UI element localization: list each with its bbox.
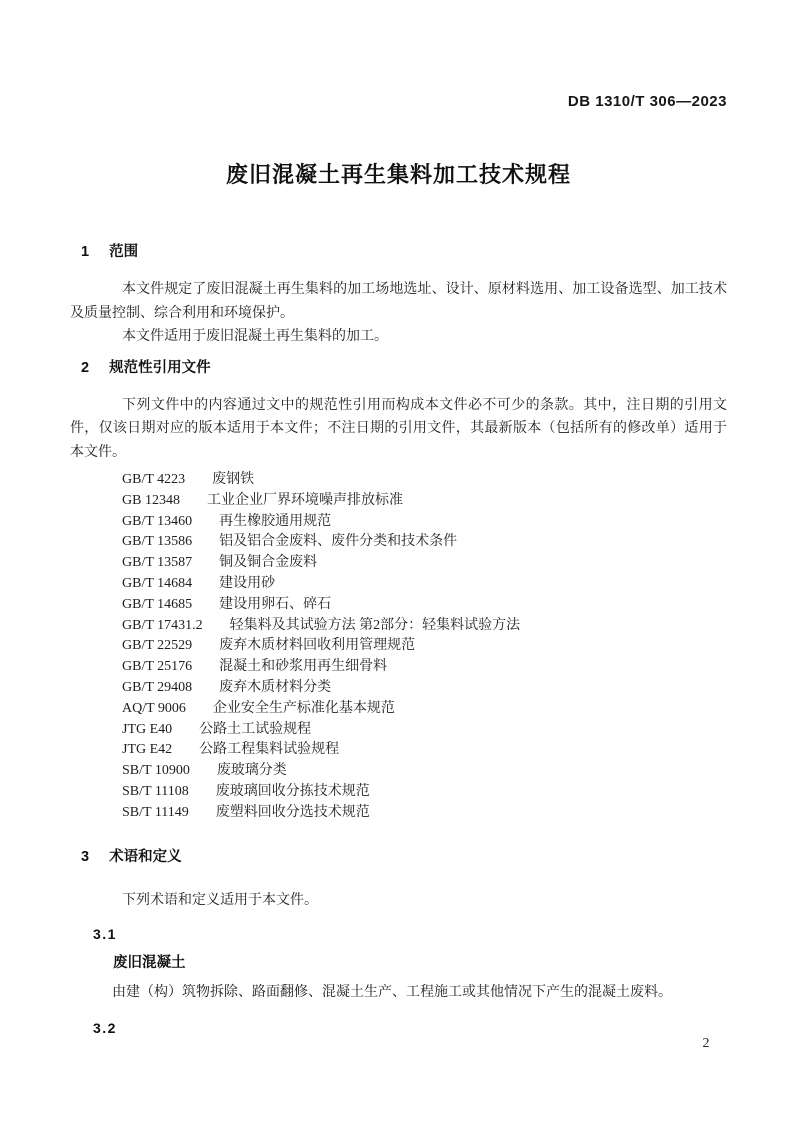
reference-name: 废玻璃回收分拣技术规范 bbox=[215, 783, 370, 799]
reference-code: JTG E42 bbox=[122, 742, 173, 758]
reference-name: 工业企业厂界环境噪声排放标准 bbox=[206, 492, 403, 508]
reference-code: GB/T 22529 bbox=[122, 638, 193, 654]
clause-2-title: 规范性引用文件 bbox=[109, 359, 211, 376]
reference-code: GB/T 13587 bbox=[122, 555, 193, 571]
clause-3-number: 3 bbox=[81, 848, 90, 865]
reference-name: 铜及铜合金废料 bbox=[219, 555, 318, 571]
term-3-1-number: 3.1 bbox=[93, 926, 117, 943]
reference-code: GB/T 29408 bbox=[122, 679, 193, 695]
reference-name: 废弃木质材料回收利用管理规范 bbox=[219, 638, 416, 654]
scope-paragraph-1: 本文件规定了废旧混凝土再生集料的加工场地选址、设计、原材料选用、加工设备选型、加工技术及质量控制、综合利用和环境保护。 bbox=[70, 282, 727, 321]
clause-2-number: 2 bbox=[81, 359, 90, 376]
term-3-1-name: 废旧混凝土 bbox=[113, 955, 186, 972]
reference-name: 再生橡胶通用规范 bbox=[219, 513, 332, 529]
reference-item bbox=[70, 761, 727, 782]
clause-1-number: 1 bbox=[81, 244, 90, 260]
document-title: 废旧混凝土再生集料加工技术规程 bbox=[225, 162, 571, 187]
reference-name: 建设用砂 bbox=[219, 575, 276, 591]
reference-item bbox=[70, 720, 727, 741]
reference-item bbox=[70, 595, 727, 616]
reference-name: 废塑料回收分选技术规范 bbox=[215, 804, 370, 820]
reference-name: 建设用卵石、碎石 bbox=[219, 596, 332, 612]
reference-name: 公路土工试验规程 bbox=[199, 721, 312, 737]
reference-code: GB/T 17431.2 bbox=[122, 617, 203, 633]
reference-name: 混凝土和砂浆用再生细骨料 bbox=[219, 659, 388, 675]
reference-name: 轻集料及其试验方法 第2部分：轻集料试验方法 bbox=[229, 617, 521, 633]
reference-name: 废玻璃分类 bbox=[216, 763, 287, 779]
page-number: 2 bbox=[702, 1036, 710, 1051]
references-intro: 下列文件中的内容通过文中的规范性引用而构成本文件必不可少的条款。其中，注日期的引用文件，仅该日期对应的版本适用于本文件；不注日期的引用文件，其最新版本（包括所有的修改单）适用于本文件。 bbox=[70, 397, 727, 460]
reference-code: GB/T 14684 bbox=[122, 575, 193, 591]
reference-code: SB/T 10900 bbox=[122, 763, 190, 779]
reference-item bbox=[70, 470, 727, 491]
reference-item bbox=[70, 740, 727, 761]
reference-item bbox=[70, 636, 727, 657]
reference-name: 公路工程集料试验规程 bbox=[199, 742, 340, 758]
clause-1-title: 范围 bbox=[109, 244, 139, 260]
clause-3-title: 术语和定义 bbox=[109, 848, 182, 865]
reference-code: GB 12348 bbox=[122, 492, 180, 508]
reference-item bbox=[70, 512, 727, 533]
reference-item bbox=[70, 574, 727, 595]
reference-item bbox=[70, 532, 727, 553]
reference-code: GB/T 13460 bbox=[122, 513, 193, 529]
reference-list bbox=[70, 470, 727, 824]
reference-name: 铝及铝合金废料、废件分类和技术条件 bbox=[219, 534, 458, 550]
reference-code: AQ/T 9006 bbox=[122, 700, 186, 716]
reference-item bbox=[70, 678, 727, 699]
reference-item bbox=[70, 657, 727, 678]
clause-3-heading bbox=[70, 847, 727, 867]
reference-item bbox=[70, 491, 727, 512]
reference-name: 废钢铁 bbox=[212, 472, 255, 487]
clause-1-heading bbox=[70, 242, 727, 262]
reference-item bbox=[70, 553, 727, 574]
terms-intro: 下列术语和定义适用于本文件。 bbox=[122, 892, 318, 908]
reference-code: GB/T 4223 bbox=[122, 472, 186, 487]
reference-code: GB/T 14685 bbox=[122, 596, 193, 612]
reference-code: GB/T 25176 bbox=[122, 659, 193, 675]
page-content bbox=[70, 94, 727, 1037]
reference-item bbox=[70, 616, 727, 637]
reference-code: GB/T 13586 bbox=[122, 534, 193, 550]
reference-code: JTG E40 bbox=[122, 721, 173, 737]
reference-name: 企业安全生产标准化基本规范 bbox=[212, 700, 395, 716]
term-3-2-number: 3.2 bbox=[93, 1019, 117, 1036]
reference-item bbox=[70, 699, 727, 720]
doc-number: DB 1310/T 306—2023 bbox=[567, 93, 727, 110]
reference-code: SB/T 11149 bbox=[122, 804, 189, 820]
clause-2-heading bbox=[70, 358, 727, 378]
scope-paragraph-2: 本文件适用于废旧混凝土再生集料的加工。 bbox=[122, 329, 388, 344]
reference-code: SB/T 11108 bbox=[122, 783, 189, 799]
reference-item bbox=[70, 782, 727, 803]
reference-name: 废弃木质材料分类 bbox=[219, 679, 332, 695]
term-3-1-definition: 由建（构）筑物拆除、路面翻修、混凝土生产、工程施工或其他情况下产生的混凝土废料。 bbox=[112, 985, 672, 1001]
reference-item bbox=[70, 803, 727, 824]
